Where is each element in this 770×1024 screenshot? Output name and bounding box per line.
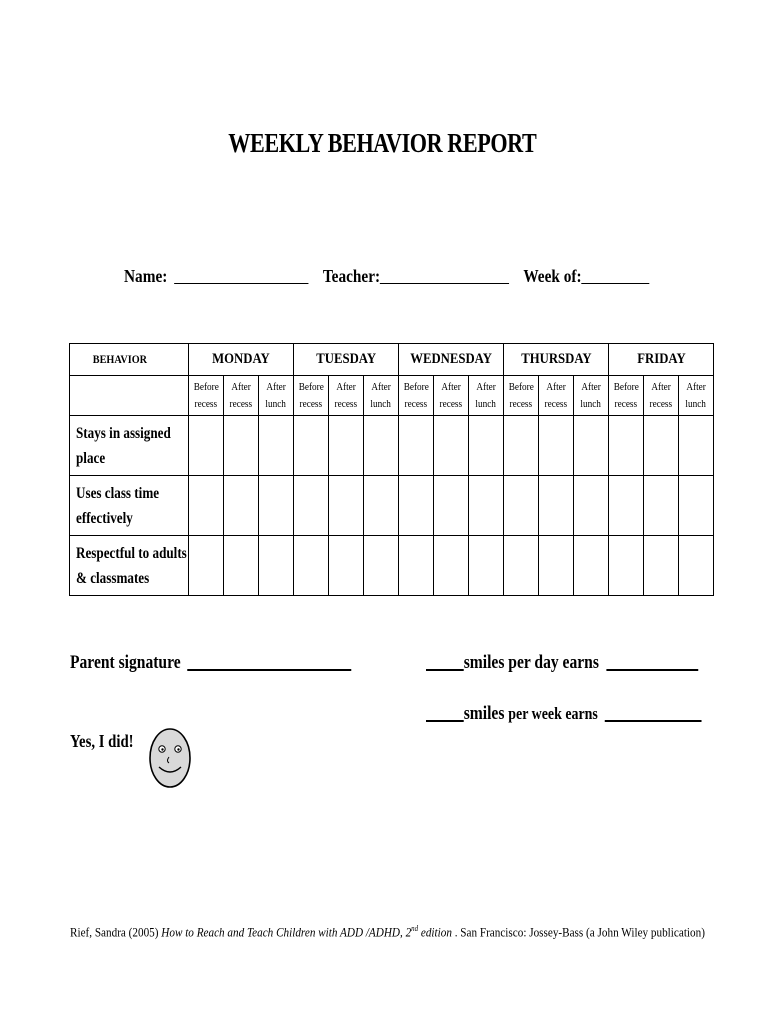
behavior-header-spacer: [70, 376, 189, 416]
period-header: After lunch: [469, 376, 504, 416]
rating-cell[interactable]: [469, 536, 504, 596]
week-of-label: Week of:: [523, 266, 582, 286]
rating-cell[interactable]: [574, 536, 609, 596]
period-header: After lunch: [259, 376, 294, 416]
period-header-row: [70, 376, 714, 416]
rating-cell[interactable]: [329, 476, 364, 536]
rating-cell[interactable]: [609, 476, 644, 536]
citation-suffix: . San Francisco: Jossey-Bass (a John Wiley publication): [451, 924, 705, 940]
day-header-monday: MONDAY: [189, 344, 294, 376]
rating-cell[interactable]: [574, 416, 609, 476]
rating-cell[interactable]: [434, 416, 469, 476]
citation-edition: edition: [418, 924, 452, 940]
period-header: Before recess: [294, 376, 329, 416]
rating-cell[interactable]: [259, 416, 294, 476]
smiles-per-day: [426, 649, 698, 674]
citation-prefix: Rief, Sandra (2005): [70, 924, 162, 940]
period-header: After recess: [434, 376, 469, 416]
period-header: Before recess: [399, 376, 434, 416]
period-header: After lunch: [679, 376, 714, 416]
parent-signature: [70, 649, 351, 674]
behavior-row: [70, 536, 714, 596]
rating-cell[interactable]: [679, 416, 714, 476]
behavior-row: [70, 476, 714, 536]
rating-cell[interactable]: [399, 536, 434, 596]
rating-cell[interactable]: [329, 536, 364, 596]
rating-cell[interactable]: [294, 416, 329, 476]
rating-cell[interactable]: [539, 476, 574, 536]
day-header-tuesday: TUESDAY: [294, 344, 399, 376]
behavior-label: Stays in assigned place: [70, 416, 189, 476]
rating-cell[interactable]: [399, 476, 434, 536]
page-title: WEEKLY BEHAVIOR REPORT: [228, 128, 537, 158]
rating-cell[interactable]: [259, 536, 294, 596]
teacher-label: Teacher:: [322, 266, 381, 286]
rating-cell[interactable]: [504, 476, 539, 536]
behavior-table: [69, 343, 714, 596]
rating-cell[interactable]: [259, 476, 294, 536]
rating-cell[interactable]: [364, 536, 399, 596]
name-field[interactable]: [175, 265, 309, 284]
period-header: After recess: [329, 376, 364, 416]
smiley-face-icon: [147, 726, 193, 790]
day-header-friday: FRIDAY: [609, 344, 714, 376]
rating-cell[interactable]: [679, 536, 714, 596]
period-header: After lunch: [574, 376, 609, 416]
rating-cell[interactable]: [644, 476, 679, 536]
week-of-field[interactable]: [582, 265, 650, 284]
day-header-thursday: THURSDAY: [504, 344, 609, 376]
rating-cell[interactable]: [294, 536, 329, 596]
day-header-wednesday: WEDNESDAY: [399, 344, 504, 376]
period-header: Before recess: [504, 376, 539, 416]
rating-cell[interactable]: [644, 416, 679, 476]
rating-cell[interactable]: [539, 416, 574, 476]
citation-book-title: How to Reach and Teach Children with ADD /ADHD, 2: [161, 924, 412, 940]
name-label: Name:: [124, 266, 168, 286]
smiles-per-week: [426, 700, 702, 725]
parent-signature-field[interactable]: [187, 649, 351, 671]
rating-cell[interactable]: [189, 476, 224, 536]
rating-cell[interactable]: [224, 536, 259, 596]
smiles-per-day-label: smiles per day earns: [463, 652, 599, 673]
rating-cell[interactable]: [469, 416, 504, 476]
smiles-per-week-count-field[interactable]: [426, 700, 464, 722]
period-header: After lunch: [364, 376, 399, 416]
citation-superscript: nd: [411, 924, 419, 933]
rating-cell[interactable]: [189, 416, 224, 476]
rating-cell[interactable]: [504, 536, 539, 596]
rating-cell[interactable]: [609, 416, 644, 476]
rating-cell[interactable]: [399, 416, 434, 476]
rating-cell[interactable]: [609, 536, 644, 596]
parent-signature-label: Parent signature: [70, 652, 181, 673]
citation: [70, 924, 705, 940]
smiles-per-day-count-field[interactable]: [426, 649, 464, 671]
behavior-row: [70, 416, 714, 476]
day-header-row: [70, 344, 714, 376]
period-header: After recess: [644, 376, 679, 416]
rating-cell[interactable]: [539, 536, 574, 596]
rating-cell[interactable]: [574, 476, 609, 536]
header-fields: [124, 265, 650, 287]
rating-cell[interactable]: [294, 476, 329, 536]
smiles-per-week-reward-field[interactable]: [605, 700, 702, 722]
rating-cell[interactable]: [364, 476, 399, 536]
rating-cell[interactable]: [224, 416, 259, 476]
smiles-per-week-suffix: per week earns: [508, 704, 598, 723]
yes-i-did-label: Yes, I did!: [70, 731, 134, 751]
rating-cell[interactable]: [434, 476, 469, 536]
smiles-per-week-label: smiles: [463, 703, 505, 724]
period-header: Before recess: [189, 376, 224, 416]
teacher-field[interactable]: [380, 265, 509, 284]
rating-cell[interactable]: [224, 476, 259, 536]
period-header: After recess: [224, 376, 259, 416]
behavior-header: BEHAVIOR: [70, 344, 189, 376]
rating-cell[interactable]: [644, 536, 679, 596]
rating-cell[interactable]: [364, 416, 399, 476]
period-header: After recess: [539, 376, 574, 416]
rating-cell[interactable]: [434, 536, 469, 596]
rating-cell[interactable]: [504, 416, 539, 476]
smiles-per-day-reward-field[interactable]: [606, 649, 698, 671]
behavior-label: Respectful to adults & classmates: [70, 536, 189, 596]
rating-cell[interactable]: [679, 476, 714, 536]
rating-cell[interactable]: [329, 416, 364, 476]
behavior-label: Uses class time effectively: [70, 476, 189, 536]
period-header: Before recess: [609, 376, 644, 416]
rating-cell[interactable]: [469, 476, 504, 536]
